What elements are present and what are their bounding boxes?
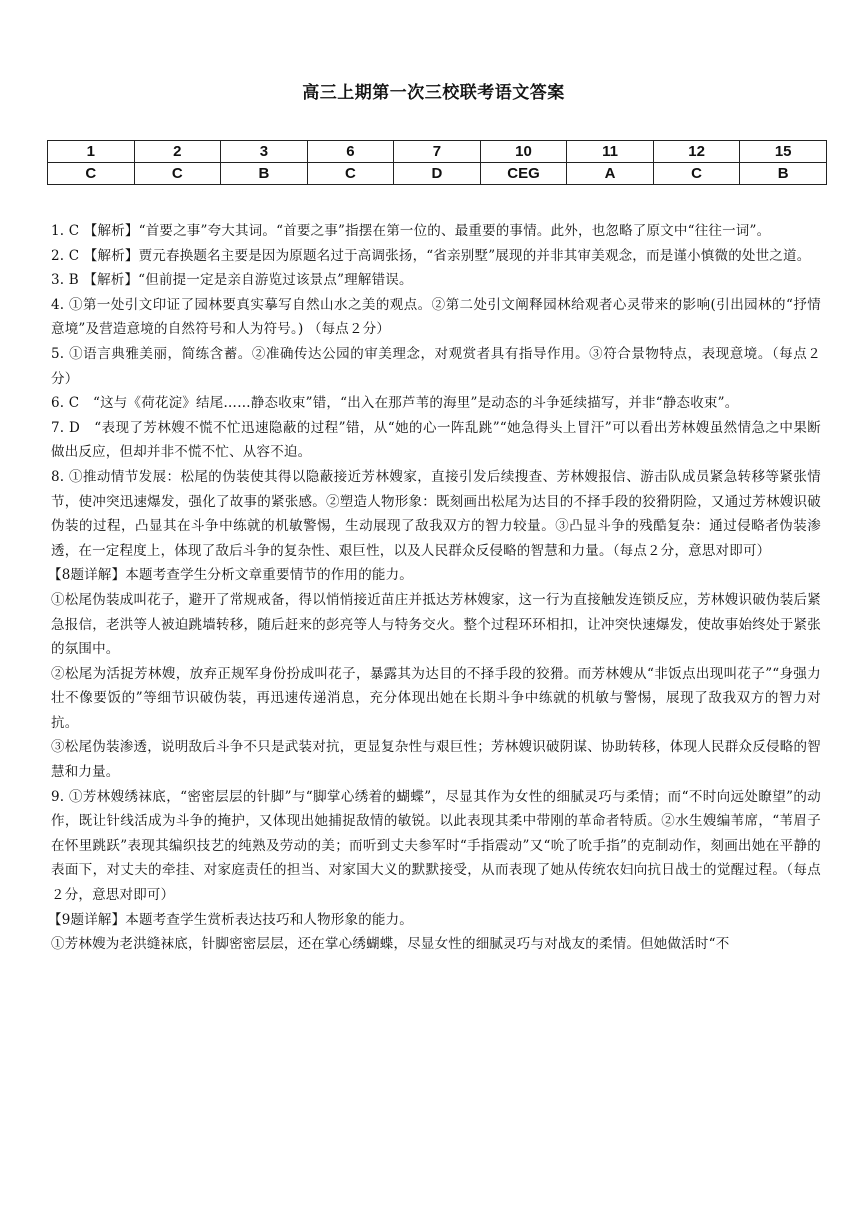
question-number-cell: 10 xyxy=(480,141,567,163)
answer-table xyxy=(47,140,827,185)
answer-4-explanation: 4. ①第一处引文印证了园林要真实摹写自然山水之美的观点。②第二处引文阐释园林给观者心灵带来的影响(引出园林的“抒情意境”及营造意境的自然符号和人为符号。) （每点２分） xyxy=(51,296,821,338)
answer-cell: C xyxy=(48,163,135,185)
answer-cell: D xyxy=(394,163,481,185)
question-8-detail-point-1: ①松尾伪装成叫花子，避开了常规戒备，得以悄悄接近苗庄并抵达芳林嫂家，这一行为直接触发连锁反应，芳林嫂识破伪装后紧急报信，老洪等人被迫跳墙转移，随后赶来的彭亮等人与特务交火。整个过程环环相扣，让冲突快速爆发，使故事始终处于紧张的氛围中。 xyxy=(51,591,821,658)
question-number-cell: 15 xyxy=(740,141,827,163)
question-number-cell: 2 xyxy=(134,141,221,163)
answer-9-explanation: 9. ①芳林嫂绣袜底，“密密层层的针脚”与“脚掌心绣着的蝴蝶”，尽显其作为女性的细腻灵巧与柔情；而“不时向远处瞭望”的动作，既让针线活成为斗争的掩护，又体现出她捕捉敌情的敏锐。以此表现其柔中带刚的革命者特质。②水生嫂编苇席，“苇眉子在怀里跳跃”表现其编织技艺的纯熟及劳动的美；而听到丈夫参军时“手指震动”又“吮了吮手指”的克制动作，刻画出她在平静的表面下，对丈夫的牵挂、对家庭责任的担当、对家国大义的默默接受，从而表现了她从传统农妇向抗日战士的觉醒过程。（每点２分，意思对即可） xyxy=(51,788,821,904)
question-number-cell: 1 xyxy=(48,141,135,163)
answer-cell: C xyxy=(653,163,740,185)
question-8-detail-point-2: ②松尾为活捉芳林嫂，放弃正规军身份扮成叫花子，暴露其为达目的不择手段的狡猾。而芳林嫂从“非饭点出现叫花子”“身强力壮不像要饭的”等细节识破伪装，再迅速传递消息，充分体现出她在长期斗争中练就的机敏与警惕，展现了敌我双方的智力对抗。 xyxy=(51,665,821,731)
answer-cell: B xyxy=(221,163,308,185)
document-title: 高三上期第一次三校联考语文答案 xyxy=(302,83,565,103)
answer-table-header-row xyxy=(48,141,827,163)
answer-cell: CEG xyxy=(480,163,567,185)
answer-cell: C xyxy=(307,163,394,185)
answer-cell: B xyxy=(740,163,827,185)
answer-cell: C xyxy=(134,163,221,185)
question-8-detail-heading: 【8题详解】本题考查学生分析文章重要情节的作用的能力。 xyxy=(48,567,413,584)
answer-table-answer-row xyxy=(48,163,827,185)
answer-cell: A xyxy=(567,163,654,185)
question-number-cell: 6 xyxy=(307,141,394,163)
question-9-detail-point-1: ①芳林嫂为老洪缝袜底，针脚密密层层，还在掌心绣蝴蝶，尽显女性的细腻灵巧与对战友的柔情。但她做活时“不 xyxy=(51,936,730,953)
question-number-cell: 12 xyxy=(653,141,740,163)
question-number-cell: 11 xyxy=(567,141,654,163)
answer-5-explanation: 5. ①语言典雅美丽，简练含蓄。②准确传达公园的审美理念，对观赏者具有指导作用。③符合景物特点，表现意境。（每点２分） xyxy=(51,345,821,387)
answer-7-explanation: 7. D “表现了芳林嫂不慌不忙迅速隐蔽的过程”错，从“她的心一阵乱跳”“她急得头上冒汗”可以看出芳林嫂虽然情急之中果断做出反应，但却并非不慌不忙、从容不迫。 xyxy=(51,419,821,461)
answer-8-explanation: 8. ①推动情节发展：松尾的伪装使其得以隐蔽接近芳林嫂家，直接引发后续搜查、芳林嫂报信、游击队成员紧急转移等紧张情节，使冲突迅速爆发，强化了故事的紧张感。②塑造人物形象：既刻画出松尾为达目的不择手段的狡猾阴险，又通过芳林嫂识破伪装的过程，凸显其在斗争中练就的机敏警惕，生动展现了敌我双方的智力较量。③凸显斗争的残酷复杂：通过侵略者伪装渗透，在一定程度上，体现了敌后斗争的复杂性、艰巨性，以及人民群众反侵略的智慧和力量。（每点２分，意思对即可） xyxy=(51,468,821,559)
answer-explanations xyxy=(48,219,821,957)
question-number-cell: 3 xyxy=(221,141,308,163)
question-number-cell: 7 xyxy=(394,141,481,163)
answer-3-explanation: 3. B 【解析】“但前提一定是亲自游览过该景点”理解错误。 xyxy=(51,272,413,289)
question-8-detail-point-3: ③松尾伪装渗透，说明敌后斗争不只是武装对抗，更显复杂性与艰巨性；芳林嫂识破阴谋、协助转移，体现人民群众反侵略的智慧和力量。 xyxy=(51,739,821,781)
answer-6-explanation: 6. C “这与《荷花淀》结尾……静态收束”错，“出入在那芦苇的海里”是动态的斗争延续描写，并非“静态收束”。 xyxy=(51,395,739,412)
question-9-detail-heading: 【9题详解】本题考查学生赏析表达技巧和人物形象的能力。 xyxy=(48,911,413,928)
answer-2-explanation: 2. C 【解析】贾元春换题名主要是因为原题名过于高调张扬，“省亲别墅”展现的并非其审美观念，而是谨小慎微的处世之道。 xyxy=(51,247,811,264)
answer-1-explanation: 1. C 【解析】“首要之事”夸大其词。“首要之事”指摆在第一位的、最重要的事情。此外，也忽略了原文中“往往一词”。 xyxy=(51,223,771,239)
